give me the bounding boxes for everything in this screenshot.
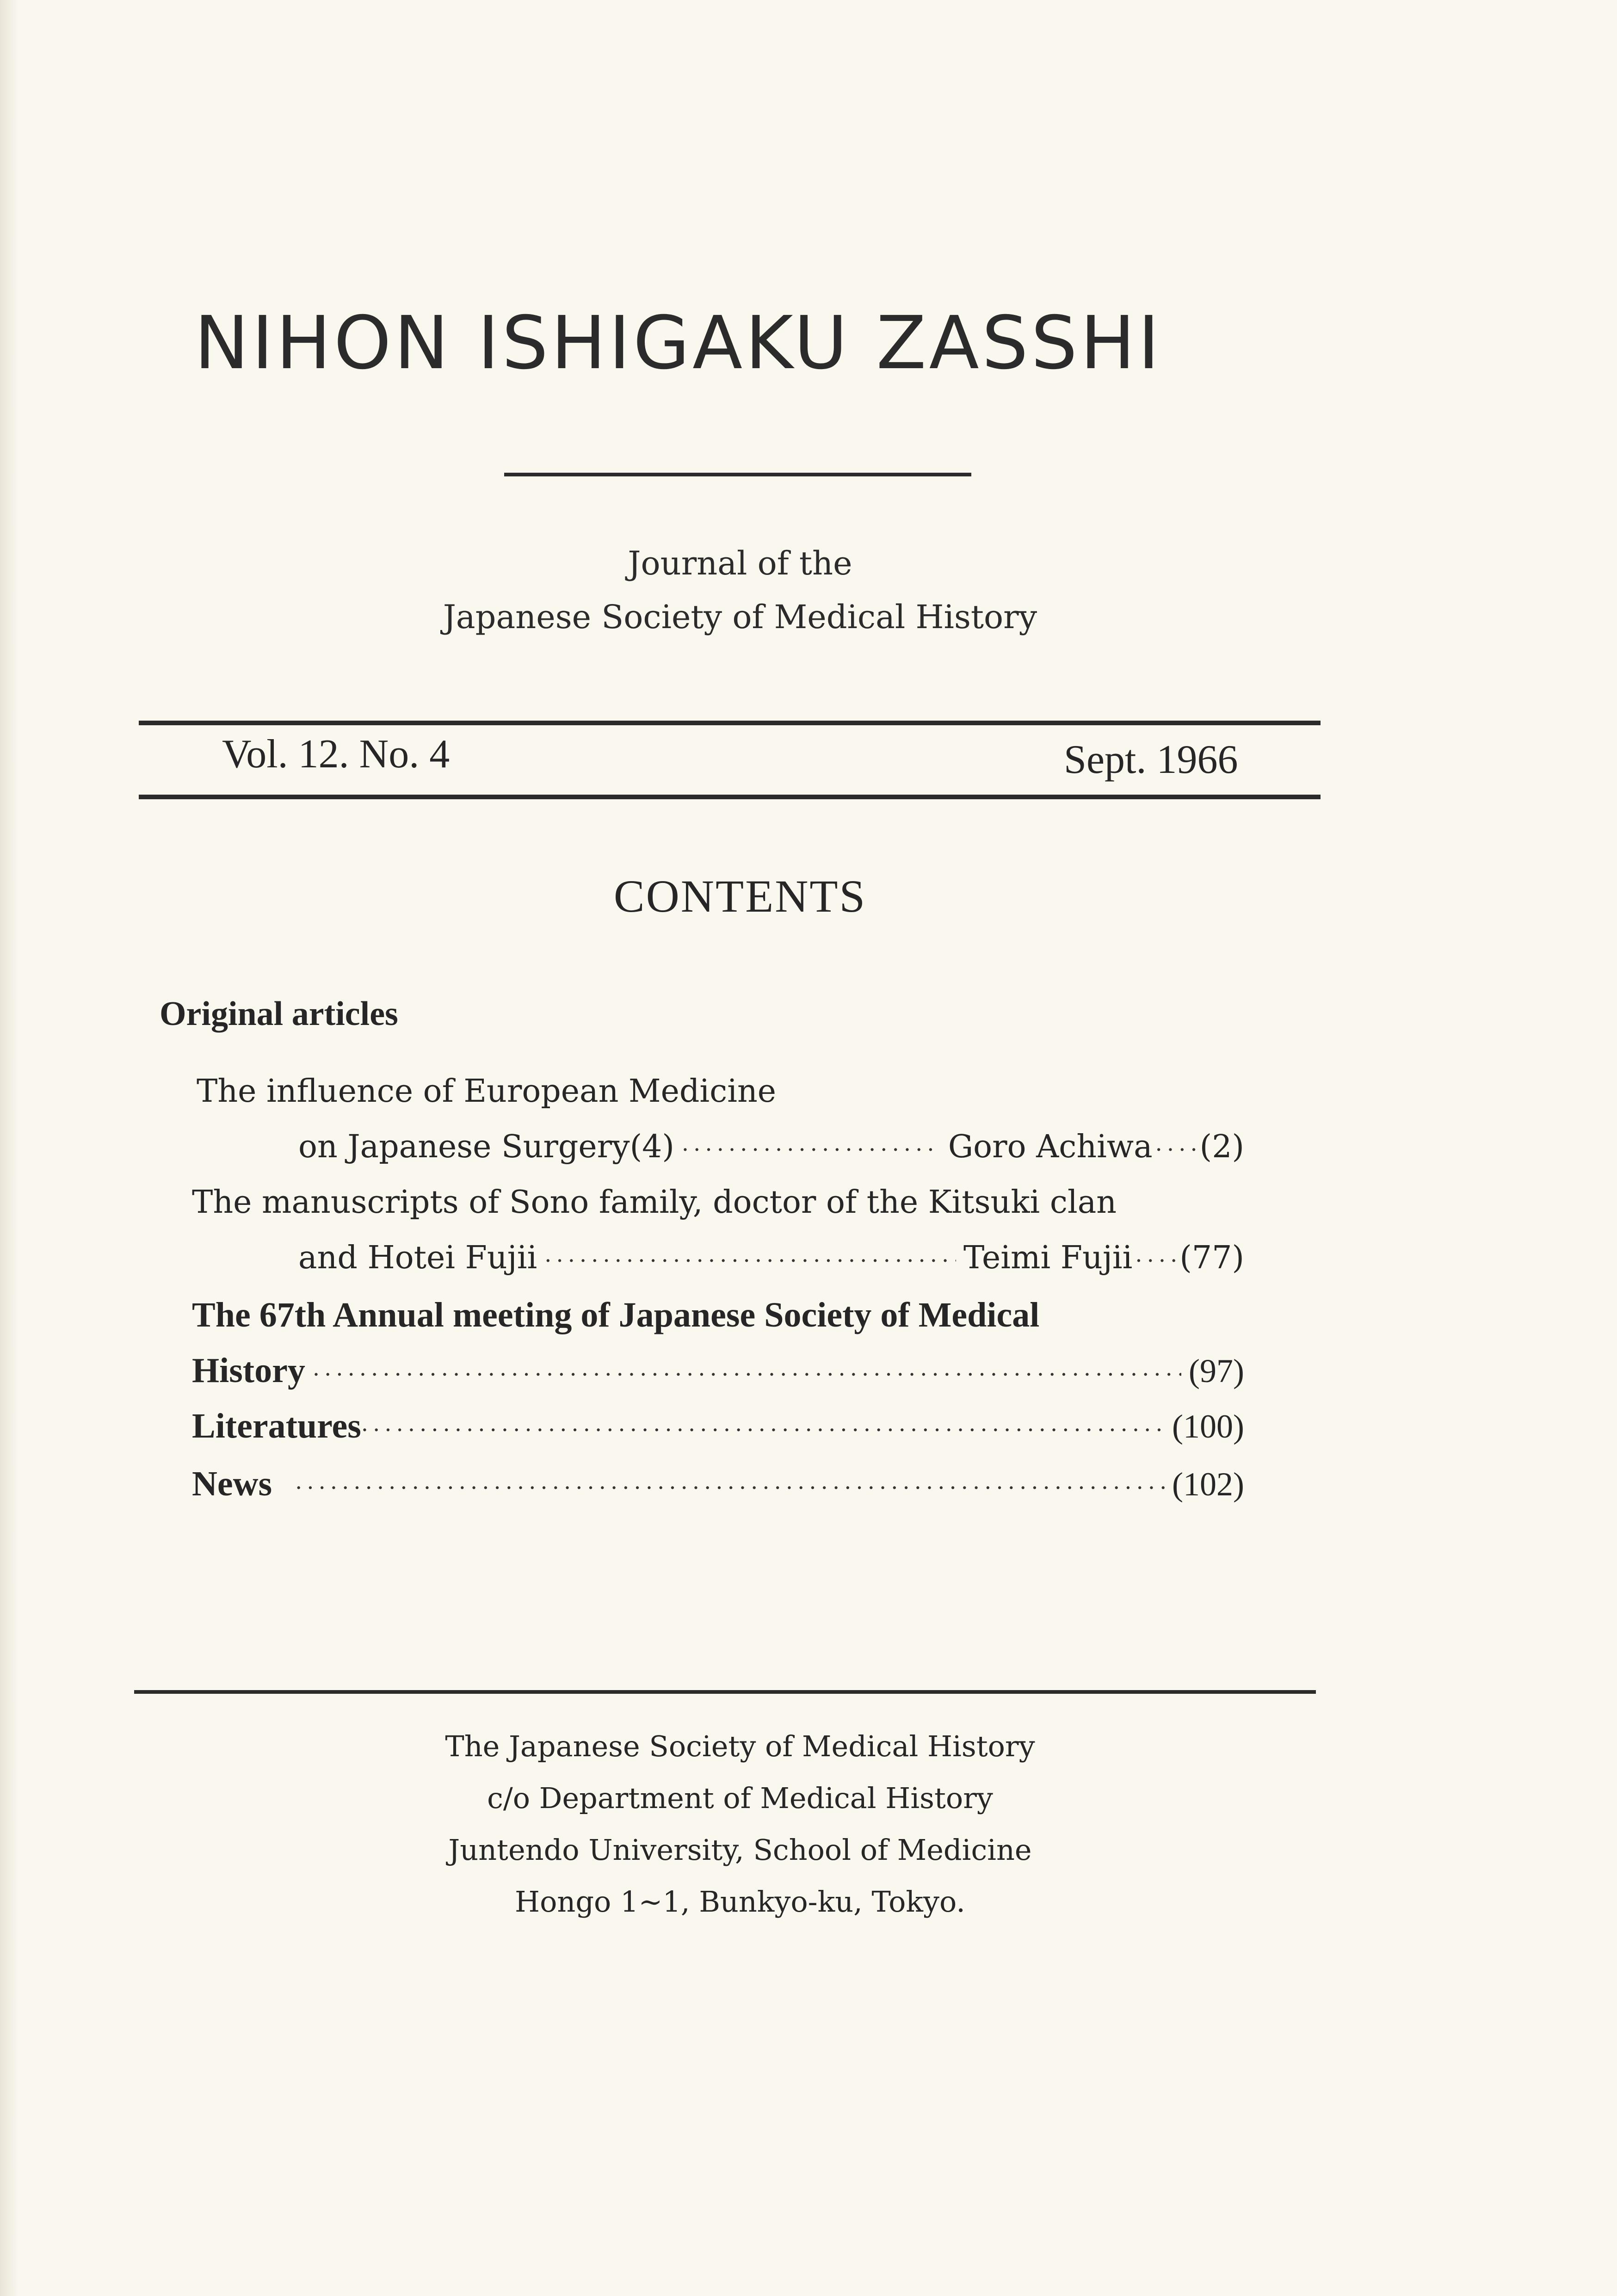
subtitle-line-2: Japanese Society of Medical History bbox=[443, 598, 1037, 636]
publisher-line-4: Hongo 1∼1, Bunkyo-ku, Tokyo. bbox=[515, 1885, 965, 1919]
article-2-page: (77) bbox=[1179, 1240, 1244, 1276]
section-heading-original-articles: Original articles bbox=[160, 995, 398, 1033]
article-1-page: (2) bbox=[1199, 1129, 1244, 1165]
journal-title: NIHON ISHIGAKU ZASSHI bbox=[194, 301, 1162, 386]
footer-divider bbox=[134, 1690, 1316, 1694]
article-2-title-line-1: The manuscripts of Sono family, doctor of the Kitsuki clan bbox=[192, 1184, 1117, 1221]
meeting-title-line-1: The 67th Annual meeting of Japanese Society of Medical bbox=[192, 1296, 1040, 1334]
publisher-address bbox=[324, 1721, 1156, 1928]
publisher-line-2: c/o Department of Medical History bbox=[487, 1781, 993, 1815]
publisher-line-1: The Japanese Society of Medical History bbox=[445, 1729, 1035, 1763]
toc-row-article-2 bbox=[298, 1240, 1244, 1276]
news-title: News bbox=[192, 1464, 272, 1503]
publisher-line-3: Juntendo University, School of Medicine bbox=[448, 1833, 1032, 1867]
literatures-title: Literatures bbox=[192, 1407, 361, 1445]
leader-dots bbox=[1135, 1248, 1177, 1274]
leader-dots bbox=[313, 1362, 1181, 1388]
issue-volume: Vol. 12. No. 4 bbox=[222, 732, 450, 777]
page-edge-shadow bbox=[0, 0, 19, 2296]
toc-row-article-1 bbox=[298, 1129, 1244, 1165]
contents-heading: CONTENTS bbox=[613, 870, 867, 922]
leader-dots bbox=[544, 1248, 956, 1274]
leader-dots bbox=[1155, 1137, 1197, 1163]
article-1-author: Goro Achiwa bbox=[948, 1129, 1153, 1165]
leader-dots bbox=[682, 1137, 941, 1163]
subtitle-line-1: Journal of the bbox=[628, 544, 852, 582]
issue-band-bottom-rule bbox=[139, 795, 1321, 799]
issue-date: Sept. 1966 bbox=[1064, 737, 1238, 782]
article-1-title-line-1: The influence of European Medicine bbox=[197, 1073, 777, 1110]
article-2-title-line-2: and Hotei Fujii bbox=[298, 1240, 537, 1276]
journal-subtitle bbox=[324, 537, 1156, 644]
article-1-title-line-2: on Japanese Surgery(4) bbox=[298, 1129, 674, 1165]
leader-dots bbox=[295, 1475, 1165, 1501]
meeting-title-line-2: History bbox=[192, 1351, 305, 1390]
news-page: (102) bbox=[1172, 1466, 1244, 1503]
article-2-author: Teimi Fujii bbox=[963, 1240, 1133, 1276]
meeting-page: (97) bbox=[1189, 1352, 1244, 1389]
toc-row-news bbox=[192, 1464, 1244, 1504]
toc-row-meeting bbox=[192, 1351, 1244, 1391]
leader-dots bbox=[361, 1417, 1165, 1443]
toc-row-literatures bbox=[192, 1406, 1244, 1446]
literatures-page: (100) bbox=[1172, 1408, 1244, 1445]
title-divider bbox=[504, 473, 971, 476]
issue-band-top-rule bbox=[139, 721, 1321, 725]
